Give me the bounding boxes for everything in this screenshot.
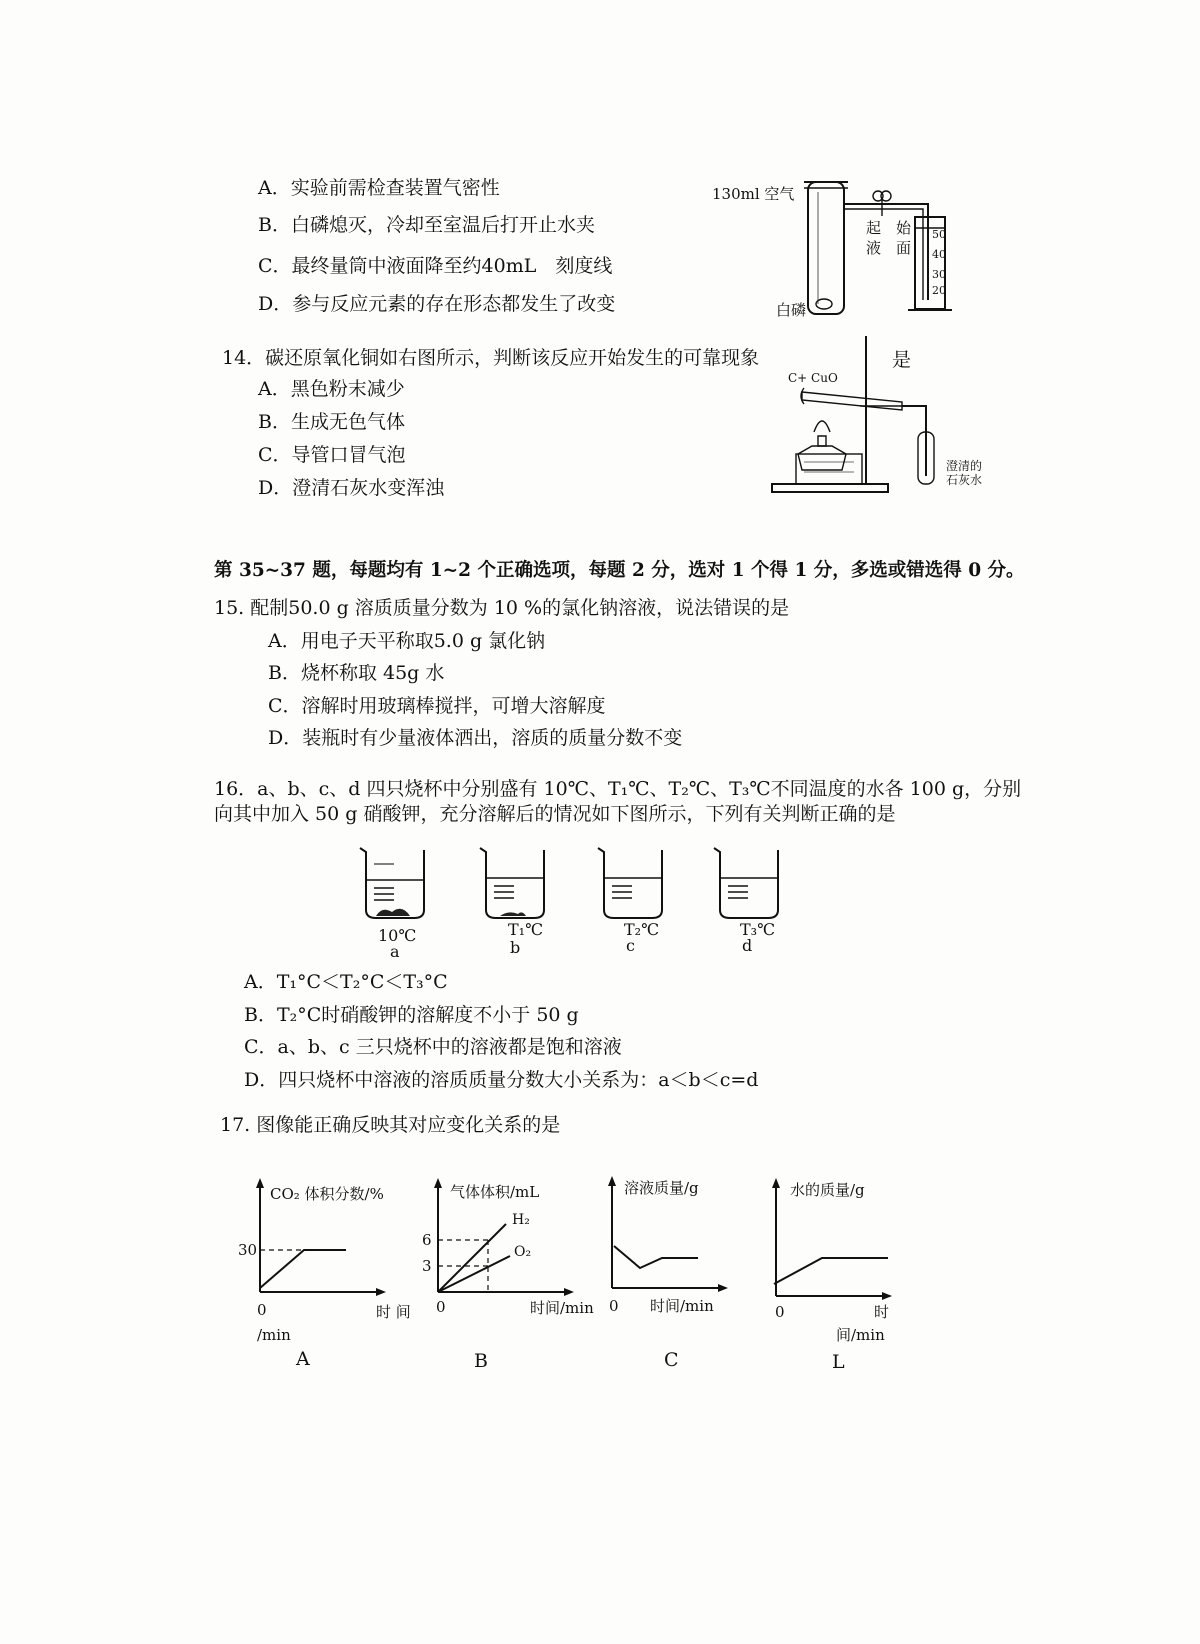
q15-option-a: A．用电子天平称取5.0 g 氯化钠 [268,630,546,652]
q16-beaker-b-temp: T₁℃ [508,920,543,939]
svg-text:50: 50 [932,228,946,241]
q16-beaker-d-temp: T₃℃ [740,920,775,939]
q13-start-level-label-2: 液 面 [866,239,912,257]
q17-graph-d-origin: 0 [775,1303,785,1321]
q16-option-b: B．T₂°C时硝酸钾的溶解度不小于 50 g [244,1004,579,1026]
q17-graph-b-h2-label: H₂ [512,1212,530,1228]
q17-graph-d-ylabel: 水的质量/g [790,1181,865,1199]
q17-graph-a-xlabel-1: 时 间 [376,1303,411,1321]
q17-stem: 17. 图像能正确反映其对应变化关系的是 [220,1114,561,1136]
q16-beaker-a [358,846,432,922]
q14-limewater-label-1: 澄清的 [946,459,983,473]
q17-graph-b-ylabel: 气体体积/mL [450,1183,540,1201]
q17-graph-a-origin: 0 [257,1301,267,1319]
q13-option-a: A．实验前需检查装置气密性 [258,177,500,199]
q16-beaker-d [712,846,786,922]
q16-beaker-c-letter: c [626,936,635,955]
q14-option-c: C．导管口冒气泡 [258,444,406,466]
q17-graph-a-letter: A [296,1348,310,1370]
q14-stem-end: 是 [892,349,912,371]
q17-graph-b-ytick-6: 6 [422,1231,432,1249]
q17-graph-c-letter: C [664,1349,679,1371]
q17-graph-d-xlabel-2: 间/min [836,1326,885,1344]
q17-graph-c-origin: 0 [609,1297,619,1315]
q13-option-c: C．最终量筒中液面降至约40mL 刻度线 [258,255,613,277]
q16-stem-line-1: 16．a、b、c、d 四只烧杯中分别盛有 10℃、T₁℃、T₂℃、T₃℃不同温度的水各 100 g，分别 [214,778,1022,800]
section-instruction: 第 35~37 题，每题均有 1~2 个正确选项，每题 2 分，选对 1 个得 1 分，多选或错选得 0 分。 [214,560,1025,581]
q15-option-b: B．烧杯称取 45g 水 [268,662,445,684]
q16-beaker-b [478,846,552,922]
q15-option-d: D．装瓶时有少量液体洒出，溶质的质量分数不变 [268,727,683,749]
q17-graph-c-ylabel: 溶液质量/g [624,1179,699,1197]
q16-option-d: D．四只烧杯中溶液的溶质质量分数大小关系为：a＜b＜c=d [244,1069,759,1091]
q16-beaker-c-temp: T₂℃ [624,920,659,939]
q17-graph-a-ytick: 30 [238,1241,258,1259]
q17-graph-b-origin: 0 [436,1298,446,1316]
q13-option-d: D．参与反应元素的存在形态都发生了改变 [258,293,616,315]
q16-beaker-a-letter: a [390,942,400,961]
q17-graph-d-xlabel-1: 时 [874,1303,890,1321]
q17-graph-b-letter: B [474,1350,488,1372]
q17-graph-b-o2-label: O₂ [514,1244,532,1260]
q13-option-b: B．白磷熄灭，冷却至室温后打开止水夹 [258,214,595,236]
q14-option-a: A．黑色粉末减少 [258,378,405,400]
svg-text:40: 40 [932,248,946,261]
q17-graph-c-xlabel: 时间/min [650,1297,714,1315]
q15-stem: 15. 配制50.0 g 溶质质量分数为 10 %的氯化钠溶液，说法错误的是 [214,597,790,619]
svg-text:20: 20 [932,284,946,297]
q16-option-c: C．a、b、c 三只烧杯中的溶液都是饱和溶液 [244,1036,622,1058]
q17-graph-b-ytick-3: 3 [422,1257,432,1275]
q16-beaker-a-temp: 10℃ [378,926,417,945]
q16-option-a: A．T₁°C＜T₂°C＜T₃°C [244,971,448,993]
q13-air-label: 130ml 空气 [712,185,795,203]
q16-stem-line-2: 向其中加入 50 g 硝酸钾，充分溶解后的情况如下图所示，下列有关判断正确的是 [214,803,896,825]
q16-beaker-d-letter: d [742,936,753,955]
q14-limewater-label-2: 石灰水 [946,473,983,487]
q13-phosphorus-label: 白磷 [776,301,807,319]
q15-option-c: C．溶解时用玻璃棒搅拌，可增大溶解度 [268,695,606,717]
q16-beaker-b-letter: b [510,938,521,957]
q13-start-level-label-1: 起 始 [866,219,912,237]
q17-graph-b-xlabel: 时间/min [530,1299,594,1317]
q16-beaker-c [596,846,670,922]
svg-text:30: 30 [932,268,946,281]
q14-stem: 14．碳还原氧化铜如右图所示，判断该反应开始发生的可靠现象 [222,347,760,369]
q14-option-d: D．澄清石灰水变浑浊 [258,477,445,499]
q14-option-b: B．生成无色气体 [258,411,405,433]
q17-graph-d-letter: L [832,1351,845,1373]
q17-graph-a-xlabel-2: /min [257,1326,291,1344]
q17-graph-a-ylabel: CO₂ 体积分数/% [270,1185,384,1203]
q14-reagent-label: C+ CuO [788,371,838,385]
